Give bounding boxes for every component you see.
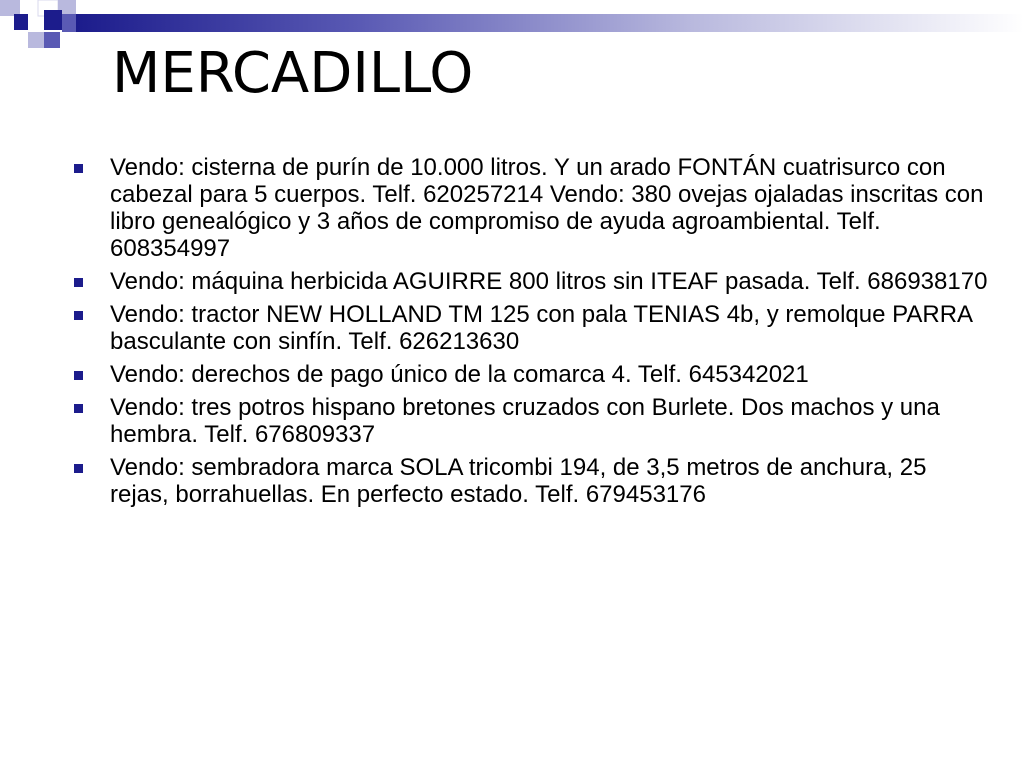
- square-bullet-icon: [74, 311, 83, 320]
- list-item: [70, 394, 990, 448]
- decorative-squares: [0, 0, 80, 64]
- list-item: [70, 268, 990, 295]
- list-item: [70, 301, 990, 355]
- list-item-text: Vendo: cisterna de purín de 10.000 litros. Y un arado FONTÁN cuatrisurco con cabezal para 5 cuerpos. Telf. 620257214 Vendo: 380 ovejas ojaladas inscritas con libro genealógico y 3 años de compromiso de ayuda agroambiental. Telf. 608354997: [110, 154, 984, 262]
- list-item-text: Vendo: máquina herbicida AGUIRRE 800 litros sin ITEAF pasada. Telf. 686938170: [110, 268, 988, 295]
- square-bullet-icon: [74, 464, 83, 473]
- list-item-text: Vendo: derechos de pago único de la comarca 4. Telf. 645342021: [110, 361, 809, 388]
- header-gradient-bar: [76, 14, 1024, 32]
- list-item: [70, 454, 990, 508]
- square-bullet-icon: [74, 164, 83, 173]
- slide-title: MERCADILLO: [112, 41, 474, 106]
- list-item: [70, 361, 990, 388]
- list-item: [70, 154, 990, 262]
- list-item-text: Vendo: sembradora marca SOLA tricombi 194, de 3,5 metros de anchura, 25 rejas, borrahuellas. En perfecto estado. Telf. 679453176: [110, 454, 927, 508]
- square-bullet-icon: [74, 371, 83, 380]
- square-bullet-icon: [74, 278, 83, 287]
- list-item-text: Vendo: tres potros hispano bretones cruzados con Burlete. Dos machos y una hembra. Telf. 676809337: [110, 394, 940, 448]
- list-item-text: Vendo: tractor NEW HOLLAND TM 125 con pala TENIAS 4b, y remolque PARRA basculante con sinfín. Telf. 626213630: [110, 301, 972, 355]
- square-bullet-icon: [74, 404, 83, 413]
- classified-ads-list: [70, 154, 990, 514]
